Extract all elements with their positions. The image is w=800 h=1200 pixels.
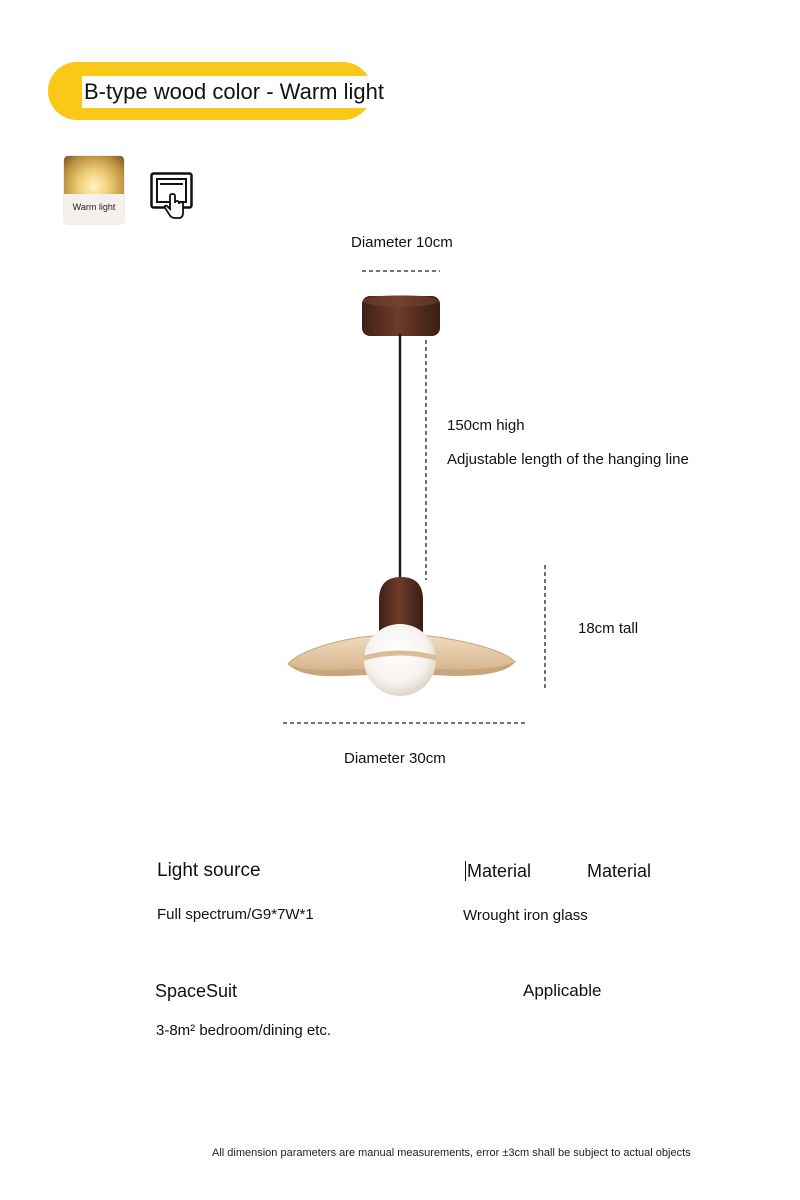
cable-height-label: 150cm high	[447, 417, 525, 434]
applicable-heading: Applicable	[523, 981, 602, 1000]
shade-height-label: 18cm tall	[578, 620, 639, 637]
light-source-value: Full spectrum/G9*7W*1	[157, 906, 314, 923]
light-source-heading: Light source	[157, 860, 261, 881]
shade-diameter-label: Diameter 30cm	[344, 750, 446, 767]
material-heading-2: Material	[587, 861, 652, 881]
footer-note: All dimension parameters are manual measurements, error ±3cm shall be subject to actual objects	[212, 1147, 691, 1159]
top-diameter-label: Diameter 10cm	[351, 234, 453, 251]
swatch-label: Warm light	[72, 202, 116, 212]
space-value: 3-8m² bedroom/dining etc.	[156, 1022, 332, 1039]
cable-note-label: Adjustable length of the hanging line	[447, 451, 689, 468]
material-value: Wrought iron glass	[463, 907, 588, 924]
ceiling-canopy	[362, 295, 440, 336]
space-heading: SpaceSuit	[155, 981, 238, 1001]
divider	[465, 861, 466, 881]
page-title: B-type wood color - Warm light	[82, 76, 386, 108]
material-heading-1: Material	[467, 861, 532, 881]
